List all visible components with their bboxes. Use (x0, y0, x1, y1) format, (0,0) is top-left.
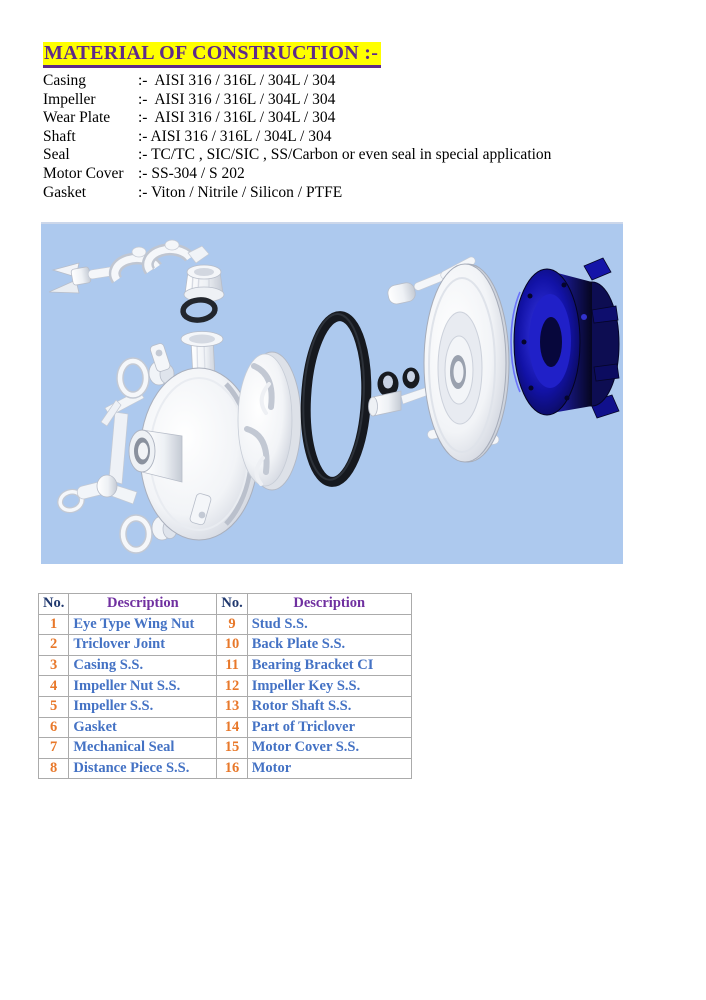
material-label: Gasket (43, 183, 87, 201)
header-no-left: No. (39, 594, 69, 615)
page-title: MATERIAL OF CONSTRUCTION :- (43, 42, 381, 68)
material-row (43, 165, 673, 184)
table-row (39, 696, 412, 717)
material-value: :- AISI 316 / 316L / 304L / 304 (138, 90, 336, 108)
part-desc-cell: Motor (247, 758, 411, 779)
part-desc-cell: Stud S.S. (247, 614, 411, 635)
header-no-right: No. (217, 594, 247, 615)
material-row (43, 184, 673, 203)
material-label: Impeller (43, 90, 96, 108)
part-desc-cell: Gasket (69, 717, 217, 738)
part-number-cell: 10 (217, 635, 247, 656)
ferrule-part (184, 265, 224, 302)
part-number-cell: 13 (217, 696, 247, 717)
part-number-cell: 12 (217, 676, 247, 697)
parts-table-header-row (39, 594, 412, 615)
materials-list (43, 72, 673, 202)
header-desc-left: Description (69, 594, 217, 615)
part-desc-cell: Eye Type Wing Nut (69, 614, 217, 635)
part-number-cell: 11 (217, 655, 247, 676)
material-label: Motor Cover (43, 164, 124, 182)
parts-table (38, 593, 412, 779)
part-desc-cell: Rotor Shaft S.S. (247, 696, 411, 717)
part-number-cell: 1 (39, 614, 69, 635)
material-value: :- AISI 316 / 316L / 304L / 304 (138, 127, 332, 145)
material-value: :- SS-304 / S 202 (138, 164, 245, 182)
part-desc-cell: Bearing Bracket CI (247, 655, 411, 676)
header-section (43, 42, 673, 202)
part-desc-cell: Back Plate S.S. (247, 635, 411, 656)
part-desc-cell: Mechanical Seal (69, 738, 217, 759)
table-row (39, 614, 412, 635)
part-desc-cell: Impeller Nut S.S. (69, 676, 217, 697)
header-desc-right: Description (247, 594, 411, 615)
part-number-cell: 9 (217, 614, 247, 635)
material-value: :- Viton / Nitrile / Silicon / PTFE (138, 183, 343, 201)
material-label: Shaft (43, 127, 76, 145)
part-desc-cell: Triclover Joint (69, 635, 217, 656)
part-desc-cell: Distance Piece S.S. (69, 758, 217, 779)
material-row (43, 72, 673, 91)
part-number-cell: 3 (39, 655, 69, 676)
material-value: :- AISI 316 / 316L / 304L / 304 (138, 72, 336, 89)
material-value: :- AISI 316 / 316L / 304L / 304 (138, 109, 336, 127)
part-number-cell: 5 (39, 696, 69, 717)
part-desc-cell: Motor Cover S.S. (247, 738, 411, 759)
material-value: :- TC/TC , SIC/SIC , SS/Carbon or even seal in special application (138, 146, 552, 164)
part-desc-cell: Impeller Key S.S. (247, 676, 411, 697)
back-plate-part (424, 264, 509, 462)
part-number-cell: 2 (39, 635, 69, 656)
table-row (39, 758, 412, 779)
part-desc-cell: Impeller S.S. (69, 696, 217, 717)
material-label: Seal (43, 146, 70, 164)
part-number-cell: 16 (217, 758, 247, 779)
table-row (39, 655, 412, 676)
table-row (39, 676, 412, 697)
part-number-cell: 8 (39, 758, 69, 779)
part-number-cell: 4 (39, 676, 69, 697)
part-number-cell: 6 (39, 717, 69, 738)
material-label: Casing (43, 72, 87, 89)
table-row (39, 738, 412, 759)
material-label: Wear Plate (43, 109, 111, 127)
pump-exploded-diagram (41, 222, 623, 564)
part-number-cell: 7 (39, 738, 69, 759)
part-number-cell: 14 (217, 717, 247, 738)
material-row (43, 128, 673, 147)
material-row (43, 109, 673, 128)
table-row (39, 717, 412, 738)
part-desc-cell: Casing S.S. (69, 655, 217, 676)
table-row (39, 635, 412, 656)
part-desc-cell: Part of Triclover (247, 717, 411, 738)
impeller-part (238, 352, 301, 490)
part-number-cell: 15 (217, 738, 247, 759)
pump-exploded-diagram-svg (41, 222, 623, 564)
material-row (43, 91, 673, 110)
material-row (43, 146, 673, 165)
